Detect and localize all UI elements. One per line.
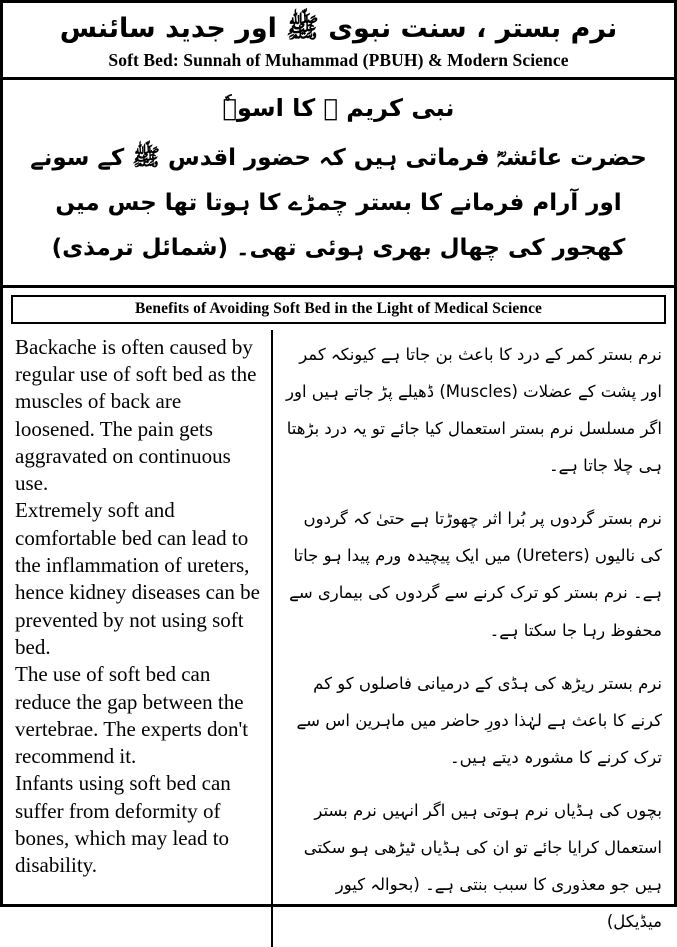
header-title-urdu: نرم بستر ، سنت نبوی ﷺ اور جدید سائنس bbox=[59, 13, 618, 44]
english-paragraph: Backache is often caused by regular use of soft bed as the muscles of back are loosened. The pain gets aggravated on continuous use. bbox=[15, 334, 257, 496]
english-paragraph: The use of soft bed can reduce the gap between the vertebrae. The experts don't recommend it. bbox=[15, 662, 249, 769]
content-columns bbox=[3, 330, 674, 947]
urdu-paragraph: بچوں کی ہڈیاں نرم ہوتی ہیں اگر انہیں نرم بستر استعمال کرایا جائے تو ان کی ہڈیاں ٹیڑھی ہو سکتی ہیں جو معذوری کا سبب بنتی ہے۔ (بحوالہ کیور میڈیکل) bbox=[303, 801, 662, 932]
hadith-heading: نبی کریم ﷺ کا اسوہٗ bbox=[222, 94, 455, 123]
english-column bbox=[3, 330, 273, 947]
english-paragraph: Extremely soft and comfortable bed can lead to the inflammation of ureters, hence kidney diseases can be prevented by not using soft bed. bbox=[15, 498, 260, 659]
section-banner-label: Benefits of Avoiding Soft Bed in the Light of Medical Science bbox=[11, 295, 666, 324]
document-header bbox=[3, 3, 674, 80]
hadith-section bbox=[3, 80, 674, 288]
section-banner-wrapper bbox=[3, 288, 674, 330]
header-title-english: Soft Bed: Sunnah of Muhammad (PBUH) & Modern Science bbox=[108, 50, 569, 71]
urdu-column bbox=[273, 330, 674, 947]
urdu-paragraph: نرم بستر گردوں پر بُرا اثر چھوڑتا ہے حتیٰ کہ گردوں کی نالیوں (Ureters) میں ایک پیچیدہ ورم پیدا ہو جاتا ہے۔ نرم بستر کو ترک کرنے سے گردوں کی بیماری سے محفوظ رہا جا سکتا ہے۔ bbox=[289, 509, 662, 640]
english-paragraph: Infants using soft bed can suffer from deformity of bones, which may lead to disability. bbox=[15, 771, 231, 878]
hadith-text: حضرت عائشہؓ فرماتی ہیں کہ حضور اقدس ﷺ کے سونے اور آرام فرمانے کا بستر چمڑے کا ہوتا تھا جس میں کھجور کی چھال بھری ہوئی تھی۔ (شمائل ترمذی) bbox=[30, 145, 647, 261]
urdu-paragraph: نرم بستر کمر کے درد کا باعث بن جاتا ہے کیونکہ کمر اور پشت کے عضلات (Muscles) ڈھیلے پڑ جاتے ہیں اور اگر مسلسل نرم بستر استعمال کیا جائے تو یہ درد بڑھتا ہی چلا جاتا ہے۔ bbox=[286, 344, 662, 476]
urdu-paragraph: نرم بستر ریڑھ کی ہڈی کے درمیانی فاصلوں کو کم کرنے کا باعث ہے لہٰذا دورِ حاضر میں ماہرین اس سے ترک کرنے کا مشورہ دیتے ہیں۔ bbox=[296, 673, 662, 767]
